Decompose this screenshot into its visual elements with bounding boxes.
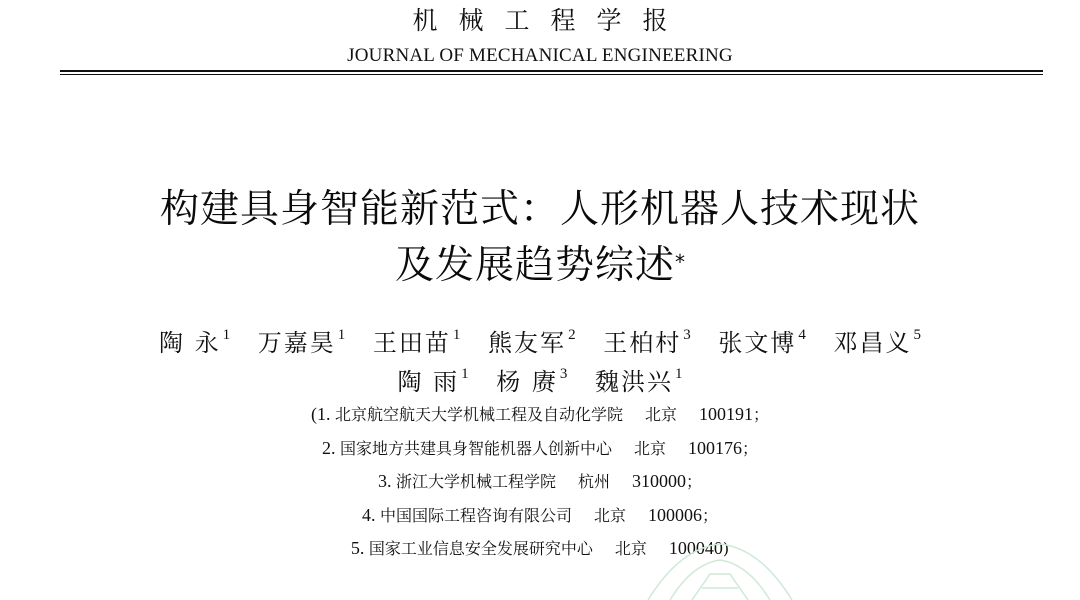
author	[488, 321, 576, 360]
affiliation-suffix: )	[722, 539, 730, 558]
affiliation-suffix: ；	[702, 505, 719, 525]
author-affil-mark: 1	[461, 366, 469, 382]
affiliation-line	[0, 398, 1080, 432]
author	[159, 321, 230, 360]
author-row-1	[0, 321, 1080, 360]
affiliation-org: 国家地方共建具身智能机器人创新中心	[339, 438, 612, 458]
affiliation-postcode: 100191	[699, 404, 753, 424]
affiliation-postcode: 310000	[632, 471, 686, 491]
author-name: 陶 雨	[397, 368, 460, 396]
paper-title	[0, 182, 1080, 294]
author-affil-mark: 5	[913, 327, 921, 343]
author-list	[0, 321, 1080, 399]
affiliation-prefix: 5.	[350, 538, 369, 558]
author	[603, 321, 691, 360]
author-name: 王田苗	[372, 329, 451, 357]
author	[718, 321, 806, 360]
author-affil-mark: 1	[675, 366, 683, 382]
affiliation-city: 北京	[644, 405, 677, 424]
affiliation-line	[0, 432, 1080, 466]
affiliation-postcode: 100040	[668, 538, 723, 558]
author-name: 陶 永	[159, 329, 221, 357]
affiliation-suffix: ；	[753, 405, 770, 424]
author	[373, 321, 461, 360]
author	[595, 360, 683, 399]
affiliation-line	[0, 465, 1080, 499]
affiliation-suffix: ；	[686, 472, 703, 491]
header-rule-thin	[60, 74, 1043, 75]
header-rule-thick	[60, 70, 1043, 72]
affiliation-prefix: 2.	[321, 437, 340, 458]
affiliation-org: 浙江大学机械工程学院	[395, 472, 556, 491]
affiliation-line	[0, 499, 1080, 533]
affiliation-city: 北京	[614, 539, 647, 558]
journal-name-cn: 机械工程学报	[412, 6, 689, 35]
author-name: 王柏村	[603, 329, 682, 357]
affiliation-city: 北京	[633, 438, 666, 458]
author-name: 熊友军	[488, 329, 567, 357]
affiliation-city: 北京	[593, 505, 626, 525]
author-affil-mark: 1	[337, 327, 346, 343]
author	[258, 321, 346, 360]
affiliation-org: 北京航空航天大学机械工程及自动化学院	[334, 405, 623, 424]
journal-name-en: JOURNAL OF MECHANICAL ENGINEERING	[347, 45, 733, 66]
author-affil-mark: 1	[222, 327, 231, 343]
author-affil-mark: 2	[568, 327, 576, 343]
affiliation-list	[0, 398, 1080, 566]
author	[397, 360, 468, 399]
affiliation-postcode: 100176	[688, 437, 742, 458]
author-row-2	[0, 360, 1080, 399]
affiliation-city: 杭州	[577, 472, 610, 491]
author-name: 杨 赓	[496, 368, 558, 396]
author-affil-mark: 4	[798, 327, 806, 343]
affiliation-suffix: ；	[742, 438, 759, 458]
title-footnote-mark: *	[675, 250, 685, 274]
affiliation-org: 国家工业信息安全发展研究中心	[368, 539, 593, 558]
author-name: 万嘉昊	[257, 329, 336, 357]
author-name: 张文博	[718, 329, 797, 357]
affiliation-prefix: 4.	[361, 504, 380, 525]
author	[496, 360, 567, 399]
author-affil-mark: 3	[683, 327, 691, 343]
affiliation-prefix: 3.	[377, 471, 396, 491]
affiliation-org: 中国国际工程咨询有限公司	[379, 505, 572, 525]
watermark-logo	[640, 540, 800, 600]
paper-title-line1: 构建具身智能新范式：人形机器人技术现状	[159, 187, 920, 232]
affiliation-postcode: 100006	[648, 504, 702, 525]
paper-title-line2	[0, 238, 1080, 294]
author-name: 魏洪兴	[595, 368, 674, 396]
author-name: 邓昌义	[833, 329, 912, 357]
paper-title-line2-text: 及发展趋势综述	[394, 243, 675, 288]
affiliation-line	[0, 532, 1080, 566]
author-affil-mark: 1	[452, 327, 461, 343]
affiliation-prefix: (1.	[310, 404, 335, 424]
author-affil-mark: 3	[559, 366, 568, 382]
author	[833, 321, 921, 360]
